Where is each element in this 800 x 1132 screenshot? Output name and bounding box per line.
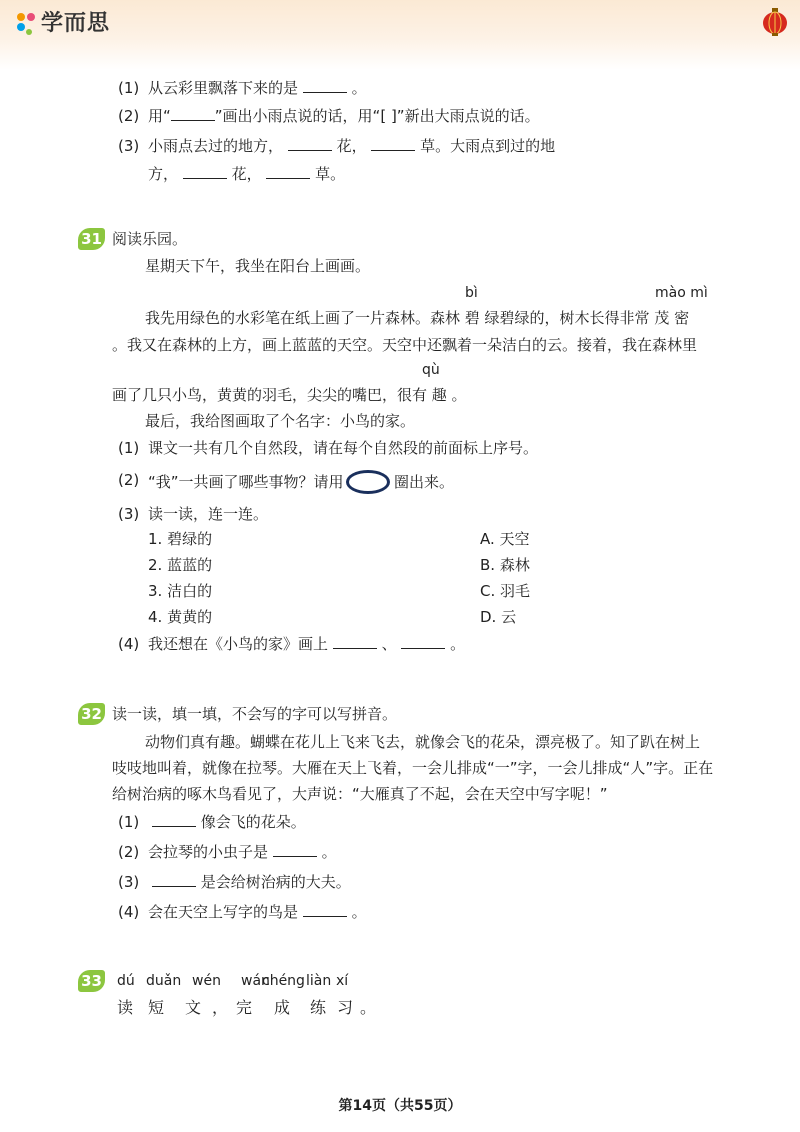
q32-sub2 [148,842,337,862]
answer-blank[interactable] [152,812,196,827]
q30-sub2-text-b: ”画出小雨点说的话，用“[ ]”新出大雨点说的话。 [214,107,540,125]
question-number-badge: 33 [78,970,105,992]
q32-title: 读一读，填一填，不会写的字可以写拼音。 [112,705,398,723]
pinyin-wen: wén [192,973,221,989]
q31-para2-line3: 画了几只小鸟，黄黄的羽毛，尖尖的嘴巴，很有 趣 。 [112,386,467,404]
ellipse-icon [346,470,390,494]
answer-blank[interactable] [401,634,445,649]
q32-para-line1: 动物们真有趣。蝴蝶在花儿上飞来飞去，就像会飞的花朵，漂亮极了。知了趴在树上 [145,733,701,751]
q30-sub1-num: (1) [118,79,140,97]
match-right-item[interactable]: B. 森林 [480,556,530,574]
q31-sub1: 课文一共有几个自然段，请在每个自然段的前面标上序号。 [148,439,539,457]
answer-blank[interactable] [183,164,227,179]
pinyin-maomi: mào mì [655,285,708,301]
q32-sub3-text: 是会给树治病的大夫。 [200,873,351,891]
q31-para2-line2: 。我又在森林的上方，画上蓝蓝的天空。天空中还飘着一朵洁白的云。接着，我在森林里 [112,336,698,354]
brand-logo [16,8,128,38]
match-left-item[interactable]: 3. 洁白的 [148,582,213,600]
q31-para1: 星期天下午，我坐在阳台上画画。 [145,257,371,275]
q32-sub3-num: (3) [118,873,140,891]
answer-blank[interactable] [303,78,347,93]
q32-sub4-text-b: 。 [351,903,367,921]
q30-sub3-l2-c: 草。 [315,165,346,183]
answer-blank[interactable] [273,842,317,857]
q30-sub1-text: 从云彩里飘落下来的是 [148,79,299,97]
q33-char: 成 [274,998,291,1017]
q30-sub3-line1 [148,136,555,156]
match-right-item[interactable]: C. 羽毛 [480,582,531,600]
q30-sub1-end: 。 [351,79,367,97]
q30-sub2 [148,106,540,126]
answer-blank[interactable] [152,872,196,887]
q32-sub4-num: (4) [118,903,140,921]
q31-sub2-text-a: “我”一共画了哪些事物？请用 [148,473,344,491]
q31-sub2-text-b: 圈出来。 [394,473,455,491]
pinyin-cheng: chéng [262,973,305,989]
answer-blank[interactable] [303,902,347,917]
q31-para3: 最后，我给图画取了个名字：小鸟的家。 [145,412,416,430]
q31-sub4-text-a: 我还想在《小鸟的家》画上 [148,635,329,653]
match-left-item[interactable]: 4. 黄黄的 [148,608,213,626]
question-number-badge: 31 [78,228,105,250]
q33-char: 完 [236,998,253,1017]
q30-sub3-line2 [148,164,345,184]
page-number: 第14页（共55页） [338,1098,462,1114]
q31-sub4-text-b: 、 [381,635,397,653]
q31-sub4-num: (4) [118,635,140,653]
q30-sub2-text-a: 用“ [148,107,171,125]
q33-char: 读 [117,998,134,1017]
q32-sub2-text-b: 。 [321,843,337,861]
q31-sub2-num: (2) [118,471,140,489]
q32-sub1 [152,812,306,832]
q33-char: 短 [148,998,165,1017]
q33-char: 习 [337,998,354,1017]
match-left-item[interactable]: 2. 蓝蓝的 [148,556,213,574]
q32-sub4 [148,902,367,922]
page-header [0,0,800,70]
q32-sub4-text-a: 会在天空上写字的鸟是 [148,903,299,921]
q32-sub1-num: (1) [118,813,140,831]
q31-title: 阅读乐园。 [112,230,188,248]
pinyin-du: dú [117,973,135,989]
q31-sub4-text-c: 。 [450,635,466,653]
q32-para-line2: 吱吱地叫着，就像在拉琴。大雁在天上飞着，一会儿排成“一”字，一会儿排成“人”字。正在 [112,759,714,777]
pinyin-duan: duǎn [146,973,182,989]
match-right-item[interactable]: A. 天空 [480,530,530,548]
lantern-icon [762,8,788,38]
answer-blank[interactable] [333,634,377,649]
q30-sub3-num: (3) [118,137,140,155]
pinyin-bi: bì [465,285,478,301]
q31-sub1-num: (1) [118,439,140,457]
q33-char: 。 [360,998,377,1017]
q33-char: ， [212,998,229,1017]
q32-sub3 [152,872,351,892]
q30-sub2-num: (2) [118,107,140,125]
pinyin-xi: xí [336,973,349,989]
q30-sub3-text-b: 花， [336,137,367,155]
q31-sub3-num: (3) [118,505,140,523]
answer-blank[interactable] [171,106,215,121]
answer-blank[interactable] [288,136,332,151]
q30-sub1 [148,78,367,98]
q30-sub3-text-a: 小雨点去过的地方， [148,137,284,155]
logo-icon [16,12,38,36]
answer-blank[interactable] [371,136,415,151]
pinyin-wan: wán [241,973,270,989]
q32-para-line3: 给树治病的啄木鸟看见了，大声说：“大雁真了不起，会在天空中写字呢！” [112,785,608,803]
question-number-badge: 32 [78,703,105,725]
q30-sub3-text-c: 草。大雨点到过的地 [420,137,556,155]
q33-char: 文 [185,998,202,1017]
q32-sub1-text: 像会飞的花朵。 [200,813,306,831]
match-right-item[interactable]: D. 云 [480,608,517,626]
pinyin-lian: liàn [306,973,332,989]
q31-sub3: 读一读，连一连。 [148,505,269,523]
brand-name: 学而思 [41,11,111,36]
q30-sub3-l2-b: 花， [231,165,262,183]
pinyin-qu: qù [422,362,440,378]
q31-para2-line1: 我先用绿色的水彩笔在纸上画了一片森林。森林 碧 绿碧绿的，树木长得非常 茂 密 [145,309,690,327]
match-left-item[interactable]: 1. 碧绿的 [148,530,213,548]
q32-sub2-num: (2) [118,843,140,861]
q30-sub3-l2-a: 方， [148,165,179,183]
q33-char: 练 [310,998,327,1017]
q32-sub2-text-a: 会拉琴的小虫子是 [148,843,269,861]
answer-blank[interactable] [266,164,310,179]
q31-sub4 [148,634,465,654]
